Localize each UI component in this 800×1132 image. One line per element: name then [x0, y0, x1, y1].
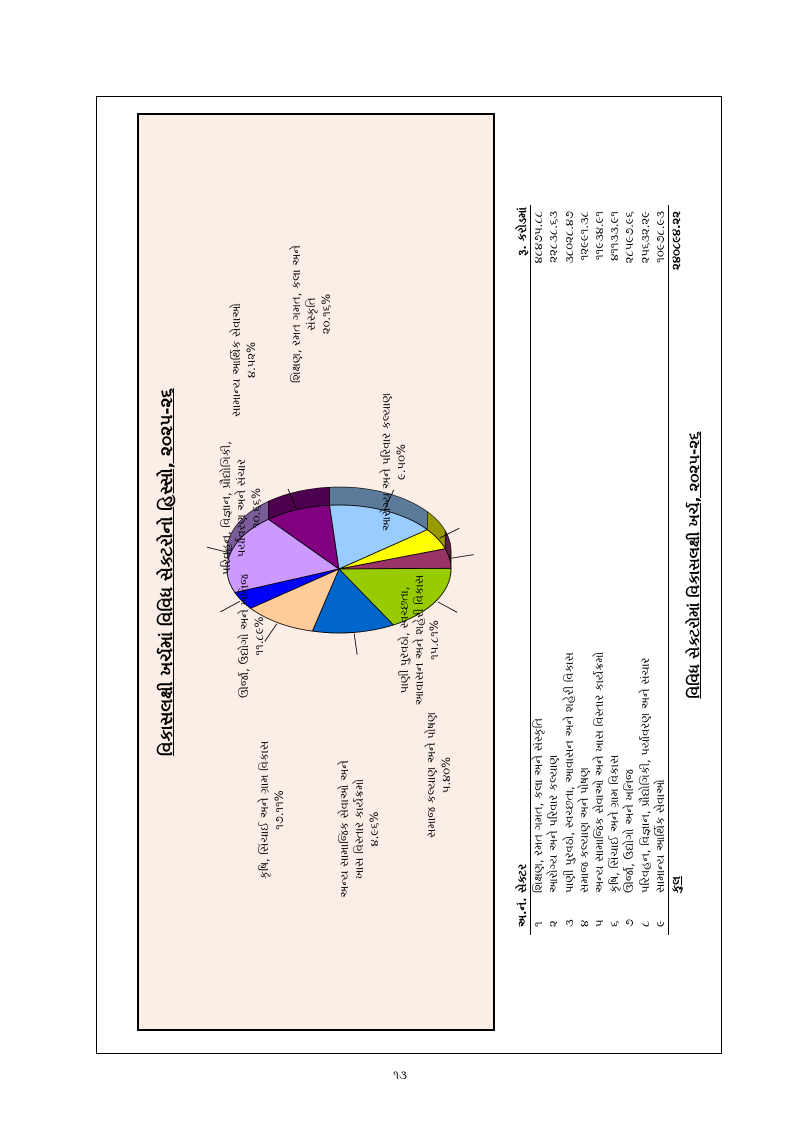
cell-sector: સામાન્ય આર્થિક સેવાઓ [652, 779, 667, 893]
cell-sector: સમાજ કલ્યાણ અને પોષણ [576, 767, 591, 893]
cell-serial: ૮ [637, 920, 652, 927]
page-frame [96, 96, 722, 1054]
cell-amount: ૪૮૪૭૫.૮૮ [531, 211, 546, 264]
leader-line-4 [452, 555, 474, 559]
cell-sector: પરિવહન, વિજ્ઞાન, પ્રૌદ્યોગિકી, પર્યાવરણ અને સંચાર [637, 657, 652, 893]
table-row [531, 205, 546, 935]
cell-amount: ૨૮૫૯૭.૯૬ [622, 211, 637, 264]
total-label: કુલ [668, 876, 683, 893]
table-row [546, 205, 561, 935]
cell-amount: ૨૨૮૩૮.૬૩ [546, 211, 561, 263]
cell-serial: ૨ [546, 920, 561, 927]
slice-label-5: કૃષિ, સિંચાઈ અને ગ્રામ વિકાસ ૧૭.૧૧% [257, 740, 286, 880]
cell-amount: ૧૦૯૭૮.૯૩ [652, 211, 667, 263]
table-title: વિવિધ સેક્ટરોમાં વિકાસલક્ષી ખર્ચ, ૨૦૨૫-૨૬ [685, 431, 703, 699]
cell-sector: અન્ય સામાજિક સેવાઓ અને ખાસ વિસ્તાર કાર્યક્રમો [591, 651, 606, 893]
header-amount: રૂ. કરોડમાં [515, 207, 529, 256]
table-row [562, 205, 577, 935]
header-sector: સેક્ટર [515, 863, 529, 893]
expenditure-table [515, 205, 684, 935]
table-total-row [668, 205, 684, 935]
cell-amount: ૪૧૧૩૩.૯૧ [607, 211, 622, 261]
slice-label-7: પરિવહન, વિજ્ઞાન, પ્રૌદ્યોગિકી, પર્યાવરણ અને સંચાર ૧૦.૬૬% [219, 441, 263, 575]
cell-sector: ઊર્જા, ઉદ્યોગો અને ખનિજ [622, 769, 637, 893]
cell-sector: પાણી પુરવઠો, સ્વચ્છતા, આવાસન અને શહેરી વિકાસ [561, 652, 576, 893]
cell-serial: ૭ [622, 919, 637, 927]
cell-serial: ૩ [561, 919, 576, 927]
cell-serial: ૯ [652, 920, 667, 927]
cell-amount: ૧૨૯૯૧.૩૮ [576, 211, 591, 261]
table-header-row [515, 205, 531, 935]
cell-amount: ૩૮૦૨૮.૪૭ [561, 211, 576, 264]
header-serial: અ.નં. [515, 897, 529, 927]
slice-label-4: અન્ય સામાજિક સેવાઓ અને ખાસ વિસ્તાર કાર્યક્રમો ૪.૯૬% [337, 760, 381, 898]
cell-amount: ૨૫૬૩૨.૨૯ [637, 211, 652, 264]
slice-label-8: સામાન્ય આર્થિક સેવાઓ ૪.૫૨% [229, 303, 258, 417]
chart-title: વિકાસલક્ષી ખર્ચમાં વિવિધ સેક્ટરોનો હિસ્સો, ૨૦૨૫-૨૬ [157, 388, 177, 756]
slice-label-1: આરોગ્ય અને પરિવાર કલ્યાણ ૯.૫૦% [379, 392, 408, 532]
table-row [638, 205, 653, 935]
page-number: ૧૩ [393, 1068, 407, 1082]
table-row [607, 205, 622, 935]
chart-box [137, 113, 495, 1031]
cell-amount: ૧૧૯૩૪.૯૧ [591, 211, 606, 260]
cell-serial: ૫ [591, 919, 606, 927]
leader-line-6 [354, 634, 357, 655]
table-row [577, 205, 592, 935]
slice-label-2: પાણી પુરવઠો, સ્વચ્છતા, આવાસન અને શહેરી વિકાસ ૧૫.૮૧% [397, 574, 441, 706]
cell-sector: શિક્ષણ, રમત ગમત, કલા અને સંસ્કૃતિ [531, 718, 546, 893]
slice-label-3: સમાજ કલ્યાણ અને પોષણ ૫.૪૦% [424, 712, 453, 838]
cell-serial: ૪ [576, 919, 591, 927]
table-row [592, 205, 607, 935]
slice-label-6: ઊર્જા, ઉદ્યોગો અને ખનિજ ૧૧.૮૯% [237, 574, 266, 698]
cell-sector: આરોગ્ય અને પરિવાર કલ્યાણ [546, 754, 561, 893]
table-row [653, 205, 668, 935]
total-value: ૨૪૦૮૯૪.૨૨ [668, 211, 683, 270]
slice-label-0: શિક્ષણ, રમત ગમત, કલા અને સંસ્કૃતિ ૨૦.૧૬% [289, 245, 333, 383]
cell-sector: કૃષિ, સિંચાઈ અને ગ્રામ વિકાસ [607, 754, 622, 893]
cell-serial: ૧ [531, 921, 546, 927]
cell-serial: ૬ [607, 920, 622, 927]
table-row [622, 205, 637, 935]
rotated-content [97, 97, 723, 1055]
